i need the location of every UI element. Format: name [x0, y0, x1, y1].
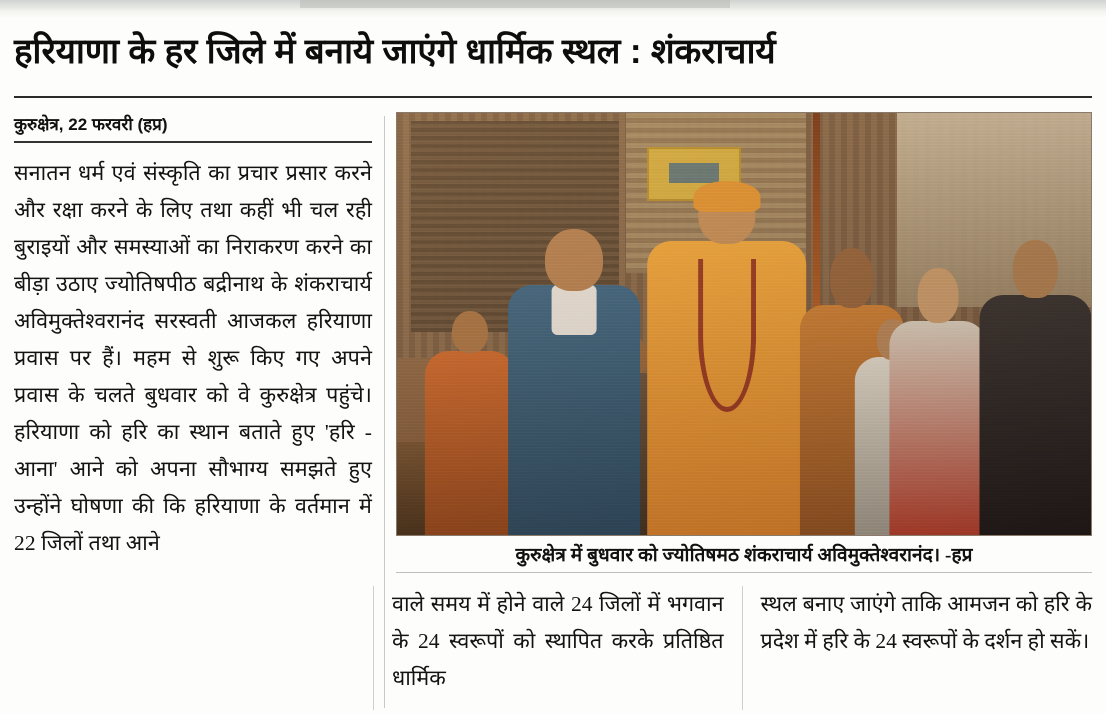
- dateline: कुरुक्षेत्र, 22 फरवरी (हप्र): [14, 115, 168, 134]
- bottom-columns: [14, 586, 1092, 710]
- bottom-column-1: वाले समय में होने वाले 24 जिलों में भगवान के 24 स्वरूपों को स्थापित करके प्रतिष्ठित धार्मिक: [392, 592, 724, 690]
- lead-paragraph: सनातन धर्म एवं संस्कृति का प्रचार प्रसार करने और रक्षा करने के लिए तथा कहीं भी चल रही बुराइयों और समस्याओं का निराकरण करने का बीड़ा उठाए ज्योतिषपीठ बद्रीनाथ के शंकराचार्य अविमुक्तेश्वरानंद सरस्वती आजकल हरियाणा प्रवास पर हैं। महम से शुरू किए गए अपने प्रवास के चलते बुधवार को वे कुरुक्षेत्र पहुंचे। हरियाणा को हरि का स्थान बताते हुए 'हरि - आना' आने को अपना सौभाग्य समझते हुए उन्होंने घोषणा की कि हरियाणा के वर्तमान में 22 जिलों तथा आने: [14, 161, 372, 555]
- photo-scene: [397, 113, 1091, 535]
- photo-caption: कुरुक्षेत्र में बुधवार को ज्योतिषमठ शंकराचार्य अविमुक्तेश्वरानंद। -हप्र: [515, 545, 973, 566]
- column-divider: [742, 586, 743, 710]
- scan-edge-artifact: [0, 0, 1106, 18]
- photo-print-grain: [397, 113, 1091, 535]
- page-title: हरियाणा के हर जिले में बनाये जाएंगे धार्मिक स्थल : शंकराचार्य: [14, 32, 776, 71]
- column-divider: [373, 586, 374, 710]
- article-photo: [396, 112, 1092, 536]
- caption-divider: [396, 572, 1092, 573]
- dateline-divider: [14, 141, 372, 143]
- bottom-column-2: स्थल बनाए जाएंगे ताकि आमजन को हरि के प्रदेश में हरि के 24 स्वरूपों के दर्शन हो सकें।: [760, 592, 1092, 653]
- headline-divider: [14, 96, 1092, 98]
